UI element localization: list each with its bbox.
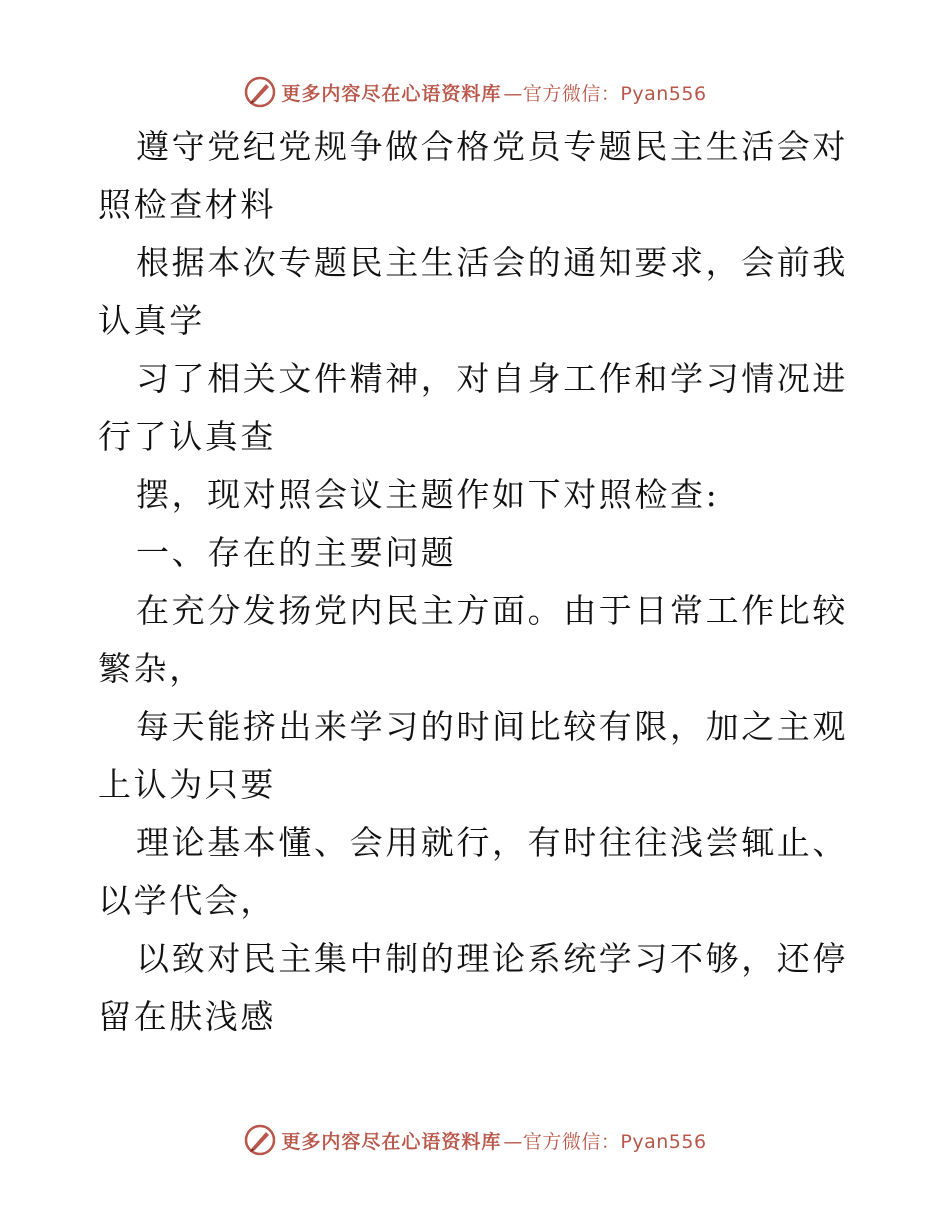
- doc-paragraph: 每天能挤出来学习的时间比较有限，加之主观上认为只要: [98, 707, 848, 804]
- banner-brand-text: 更多内容尽在心语资料库: [281, 82, 502, 105]
- header-watermark-banner: [0, 72, 950, 112]
- pen-logo-icon: [243, 1123, 277, 1157]
- pen-logo-icon: [243, 75, 277, 109]
- footer-watermark-banner: [0, 1120, 950, 1160]
- doc-paragraph: 在充分发扬党内民主方面。由于日常工作比较繁杂，: [98, 591, 848, 688]
- doc-title: 遵守党纪党规争做合格党员专题民主生活会对照检查材料: [98, 127, 848, 224]
- doc-paragraph: 根据本次专题民主生活会的通知要求，会前我认真学: [98, 243, 848, 340]
- doc-paragraph: 摆，现对照会议主题作如下对照检查:: [136, 475, 720, 514]
- banner-brand-text: 更多内容尽在心语资料库: [281, 1130, 502, 1153]
- banner-contact-text: —官方微信：Pyan556: [503, 1130, 707, 1153]
- banner-contact-text: —官方微信：Pyan556: [503, 82, 707, 105]
- section-heading: 一、存在的主要问题: [136, 533, 457, 572]
- doc-paragraph: 理论基本懂、会用就行，有时往往浅尝辄止、以学代会，: [98, 823, 848, 920]
- document-body: [98, 118, 858, 1046]
- doc-paragraph: 以致对民主集中制的理论系统学习不够，还停留在肤浅感: [98, 939, 848, 1036]
- doc-paragraph: 习了相关文件精神，对自身工作和学习情况进行了认真查: [98, 359, 848, 456]
